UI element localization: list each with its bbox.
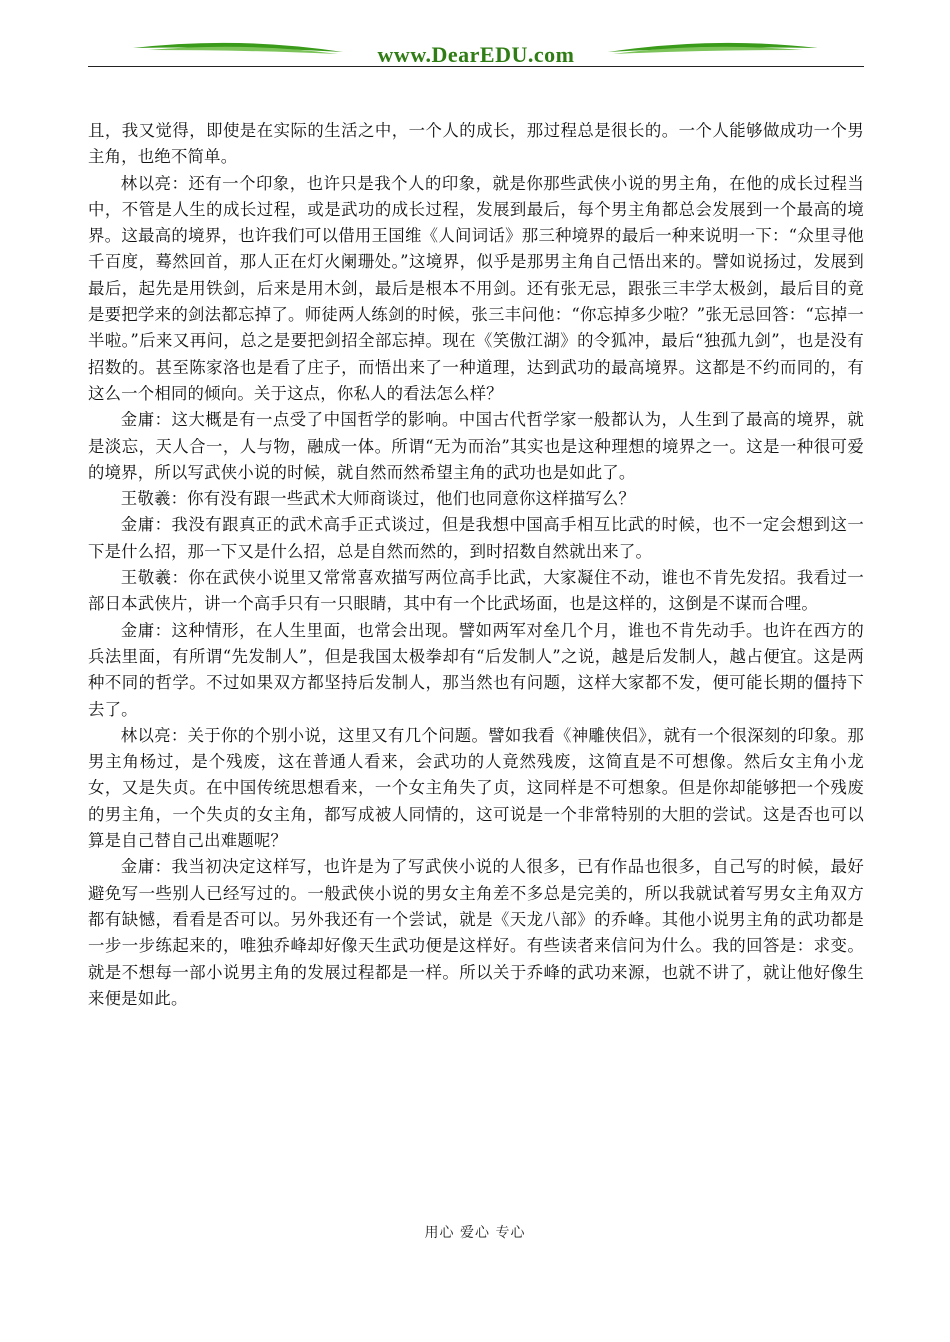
paragraph-3: 金庸：这大概是有一点受了中国哲学的影响。中国古代哲学家一般都认为，人生到了最高的境界，就是淡忘，天人合一，人与物，融成一体。所谓“无为而治”其实也是这种理想的境界之一。这是一种很可爱的境界，所以写武侠小说的时候，就自然而然希望主角的武功也是如此了。 <box>88 410 864 482</box>
page-footer: 用心 爱心 专心 <box>424 1225 526 1241</box>
paragraph-9: 金庸：我当初决定这样写，也许是为了写武侠小说的人很多，已有作品也很多，自己写的时候，最好避免写一些别人已经写过的。一般武侠小说的男女主角差不多总是完美的，所以我就试着写男女主角双方都有缺憾，看看是否可以。另外我还有一个尝试，就是《天龙八部》的乔峰。其他小说男主角的武功都是一步一步练起来的，唯独乔峰却好像天生武功便是这样好。有些读者来信问为什么。我的回答是：求变。就是不想每一部小说男主角的发展过程都是一样。所以关于乔峰的武功来源，也就不讲了，就让他好像生来便是如此。 <box>88 857 864 1008</box>
paragraph-7: 金庸：这种情形，在人生里面，也常会出现。譬如两军对垒几个月，谁也不肯先动手。也许在西方的兵法里面，有所谓“先发制人”，但是我国太极拳却有“后发制人”之说，越是后发制人，越占便宜。这是两种不同的哲学。不过如果双方都坚持后发制人，那当然也有问题，这样大家都不发，便可能长期的僵持下去了。 <box>88 620 864 719</box>
paragraph-8: 林以亮：关于你的个别小说，这里又有几个问题。譬如我看《神雕侠侣》，就有一个很深刻的印象。那男主角杨过，是个残废，这在普通人看来，会武功的人竟然残废，这简直是不可想像。然后女主角小龙女，又是失贞。在中国传统思想看来，一个女主角失了贞，这同样是不可想象。但是你却能够把一个残废的男主角，一个失贞的女主角，都写成被人同情的，这可说是一个非常特别的大胆的尝试。这是否也可以算是自己替自己出难题呢？ <box>88 725 864 851</box>
paragraph-1: 且，我又觉得，即使是在实际的生活之中，一个人的成长，那过程总是很长的。一个人能够做成功一个男主角，也绝不简单。 <box>88 121 864 167</box>
header-divider <box>88 66 864 67</box>
paragraph-6: 王敬羲：你在武侠小说里又常常喜欢描写两位高手比武，大家凝住不动，谁也不肯先发招。我看过一部日本武侠片，讲一个高手只有一只眼睛，其中有一个比武场面，也是这样的，这倒是不谋而合哩。 <box>88 568 864 614</box>
site-logo[interactable]: www.DearEDU.com <box>377 42 575 67</box>
paragraph-4: 王敬羲：你有没有跟一些武术大师商谈过，他们也同意你这样描写么？ <box>120 489 636 509</box>
article-body <box>88 118 864 1012</box>
paragraph-2: 林以亮：还有一个印象，也许只是我个人的印象，就是你那些武侠小说的男主角，在他的成长过程当中，不管是人生的成长过程，或是武功的成长过程，发展到最后，每个男主角都总会发展到一个最高的境界。这最高的境界，也许我们可以借用王国维《人间词话》那三种境界的最后一种来说明一下：“众里寻他千百度，蓦然回首，那人正在灯火阑珊处。”这境界，似乎是那男主角自己悟出来的。譬如说扬过，发展到最后，起先是用铁剑，后来是用木剑，最后是根本不用剑。还有张无忌，跟张三丰学太极剑，最后目的竟是要把学来的剑法都忘掉了。师徒两人练剑的时候，张三丰问他：“你忘掉多少啦？”张无忌回答：“忘掉一半啦。”后来又再问，总之是要把剑招全部忘掉。现在《笑傲江湖》的令狐冲，最后“独孤九剑”，也是没有招数的。甚至陈家洛也是看了庄子，而悟出来了一种道理，达到武功的最高境界。这都是不约而同的，有这么一个相同的倾向。关于这点，你私人的看法怎么样？ <box>88 173 864 403</box>
paragraph-5: 金庸：我没有跟真正的武术高手正式谈过，但是我想中国高手相互比武的时候，也不一定会想到这一下是什么招，那一下又是什么招，总是自然而然的，到时招数自然就出来了。 <box>88 515 864 561</box>
